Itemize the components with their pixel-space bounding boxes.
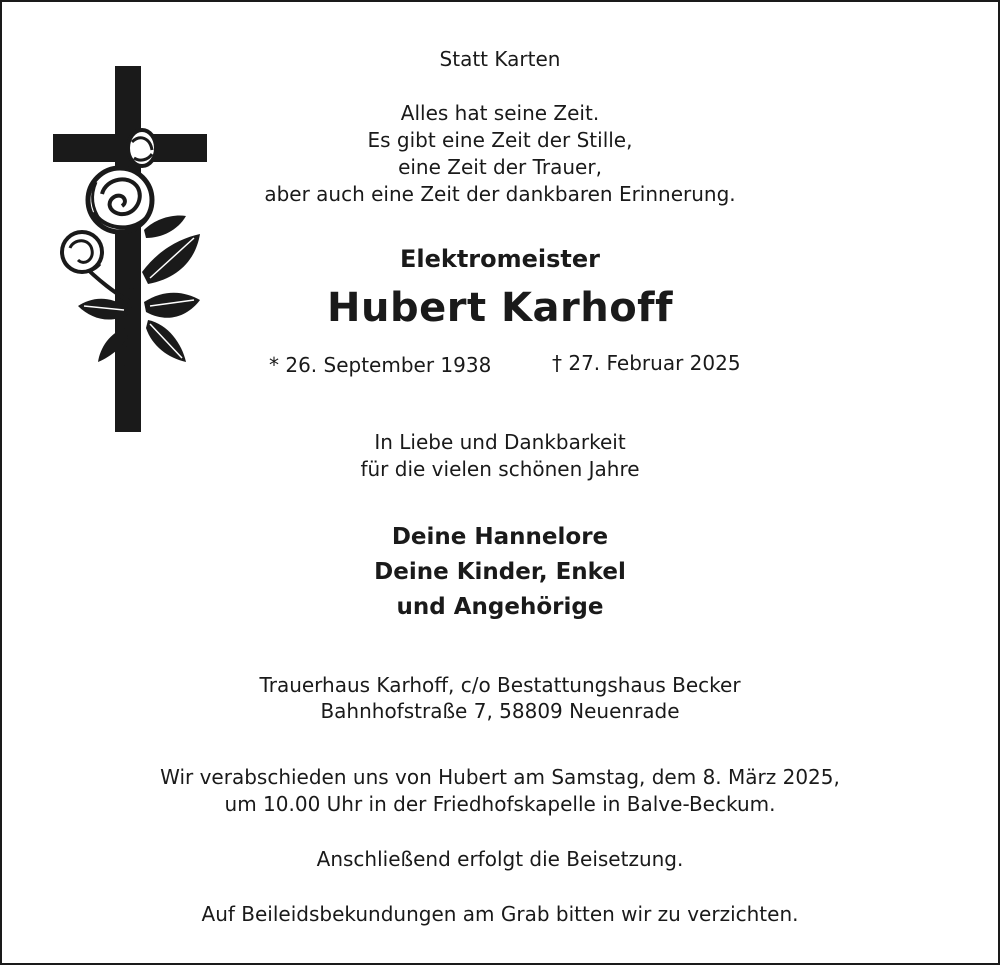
dedication-line: für die vielen schönen Jahre	[360, 457, 640, 481]
header-text: Statt Karten	[439, 47, 561, 71]
burial-note: Anschließend erfolgt die Beisetzung.	[316, 847, 684, 871]
condolence-request: Auf Beileidsbekundungen am Grab bitten wir zu verzichten.	[201, 902, 799, 926]
profession-title: Elektromeister	[399, 245, 601, 273]
ceremony-line: Wir verabschieden uns von Hubert am Samstag, dem 8. März 2025,	[160, 765, 840, 789]
birth-date: * 26. September 1938	[269, 353, 492, 377]
death-date: † 27. Februar 2025	[552, 351, 741, 375]
quote-line: Alles hat seine Zeit.	[400, 101, 600, 125]
dedication-line: In Liebe und Dankbarkeit	[374, 430, 626, 454]
address-line: Bahnhofstraße 7, 58809 Neuenrade	[320, 699, 680, 723]
ceremony-line: um 10.00 Uhr in der Friedhofskapelle in Balve-Beckum.	[224, 792, 776, 816]
quote-line: eine Zeit der Trauer,	[398, 155, 602, 179]
address-line: Trauerhaus Karhoff, c/o Bestattungshaus Becker	[259, 673, 741, 697]
family-line: Deine Hannelore	[391, 524, 609, 550]
quote-line: aber auch eine Zeit der dankbaren Erinnerung.	[264, 182, 736, 206]
deceased-name: Hubert Karhoff	[327, 285, 673, 331]
family-line: und Angehörige	[396, 594, 604, 620]
quote-line: Es gibt eine Zeit der Stille,	[367, 128, 633, 152]
family-line: Deine Kinder, Enkel	[374, 559, 626, 585]
